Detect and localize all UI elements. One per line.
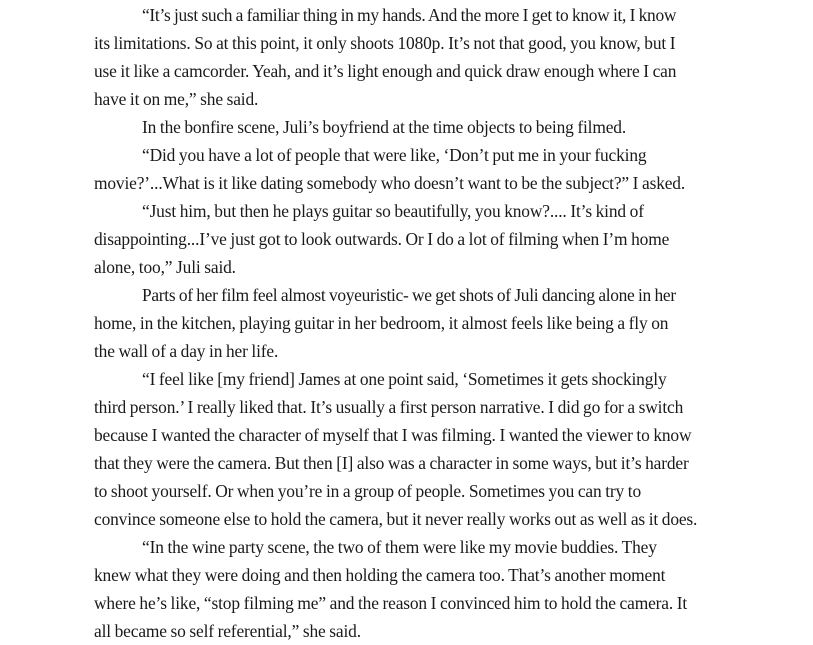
text-line: “It’s just such a familiar thing in my hands. And the more I get to know it, I know — [142, 5, 677, 25]
article-body — [94, 1, 726, 645]
paragraph-wine-party — [94, 533, 726, 645]
text-line: knew what they were doing and then holding the camera too. That’s another moment — [94, 565, 666, 585]
paragraph-third-person — [94, 365, 726, 533]
text-line: the wall of a day in her life. — [94, 341, 279, 361]
paragraph-camera-familiar — [94, 1, 726, 113]
text-line: use it like a camcorder. Yeah, and it’s light enough and quick draw enough where I can — [94, 61, 677, 81]
text-line: to shoot yourself. Or when you’re in a group of people. Sometimes you can try to — [94, 481, 642, 501]
paragraph-bonfire-scene — [94, 113, 726, 141]
text-line: disappointing...I’ve just got to look outwards. Or I do a lot of filming when I’m home — [94, 229, 670, 249]
paragraph-just-him — [94, 197, 726, 281]
text-line: that they were the camera. But then [I] also was a character in some ways, but it’s harder — [94, 453, 689, 473]
text-line: “In the wine party scene, the two of them were like my movie buddies. They — [142, 537, 657, 557]
text-line: home, in the kitchen, playing guitar in her bedroom, it almost feels like being a fly on — [94, 313, 669, 333]
text-line: where he’s like, “stop filming me” and the reason I convinced him to hold the camera. It — [94, 593, 688, 613]
text-line: “Did you have a lot of people that were like, ‘Don’t put me in your fucking — [142, 145, 647, 165]
text-line: convince someone else to hold the camera, but it never really works out as well as it does. — [94, 509, 698, 529]
paragraph-question-dating — [94, 141, 726, 197]
text-line: movie?’...What is it like dating somebody who doesn’t want to be the subject?” I asked. — [94, 173, 686, 193]
text-line: third person.’ I really liked that. It’s usually a first person narrative. I did go for a switch — [94, 397, 684, 417]
text-line: “I feel like [my friend] James at one point said, ‘Sometimes it gets shockingly — [142, 369, 667, 389]
text-line: Parts of her film feel almost voyeuristic- we get shots of Juli dancing alone in her — [142, 285, 676, 305]
text-line: “Just him, but then he plays guitar so beautifully, you know?.... It’s kind of — [142, 201, 644, 221]
paragraph-voyeuristic — [94, 281, 726, 365]
text-line: alone, too,” Juli said. — [94, 257, 236, 277]
text-line: all became so self referential,” she said. — [94, 621, 361, 641]
text-line: its limitations. So at this point, it only shoots 1080p. It’s not that good, you know, but I — [94, 33, 676, 53]
text-line: have it on me,” she said. — [94, 89, 259, 109]
text-line: In the bonfire scene, Juli’s boyfriend at the time objects to being filmed. — [142, 117, 627, 137]
text-line: because I wanted the character of myself that I was filming. I wanted the viewer to know — [94, 425, 692, 445]
